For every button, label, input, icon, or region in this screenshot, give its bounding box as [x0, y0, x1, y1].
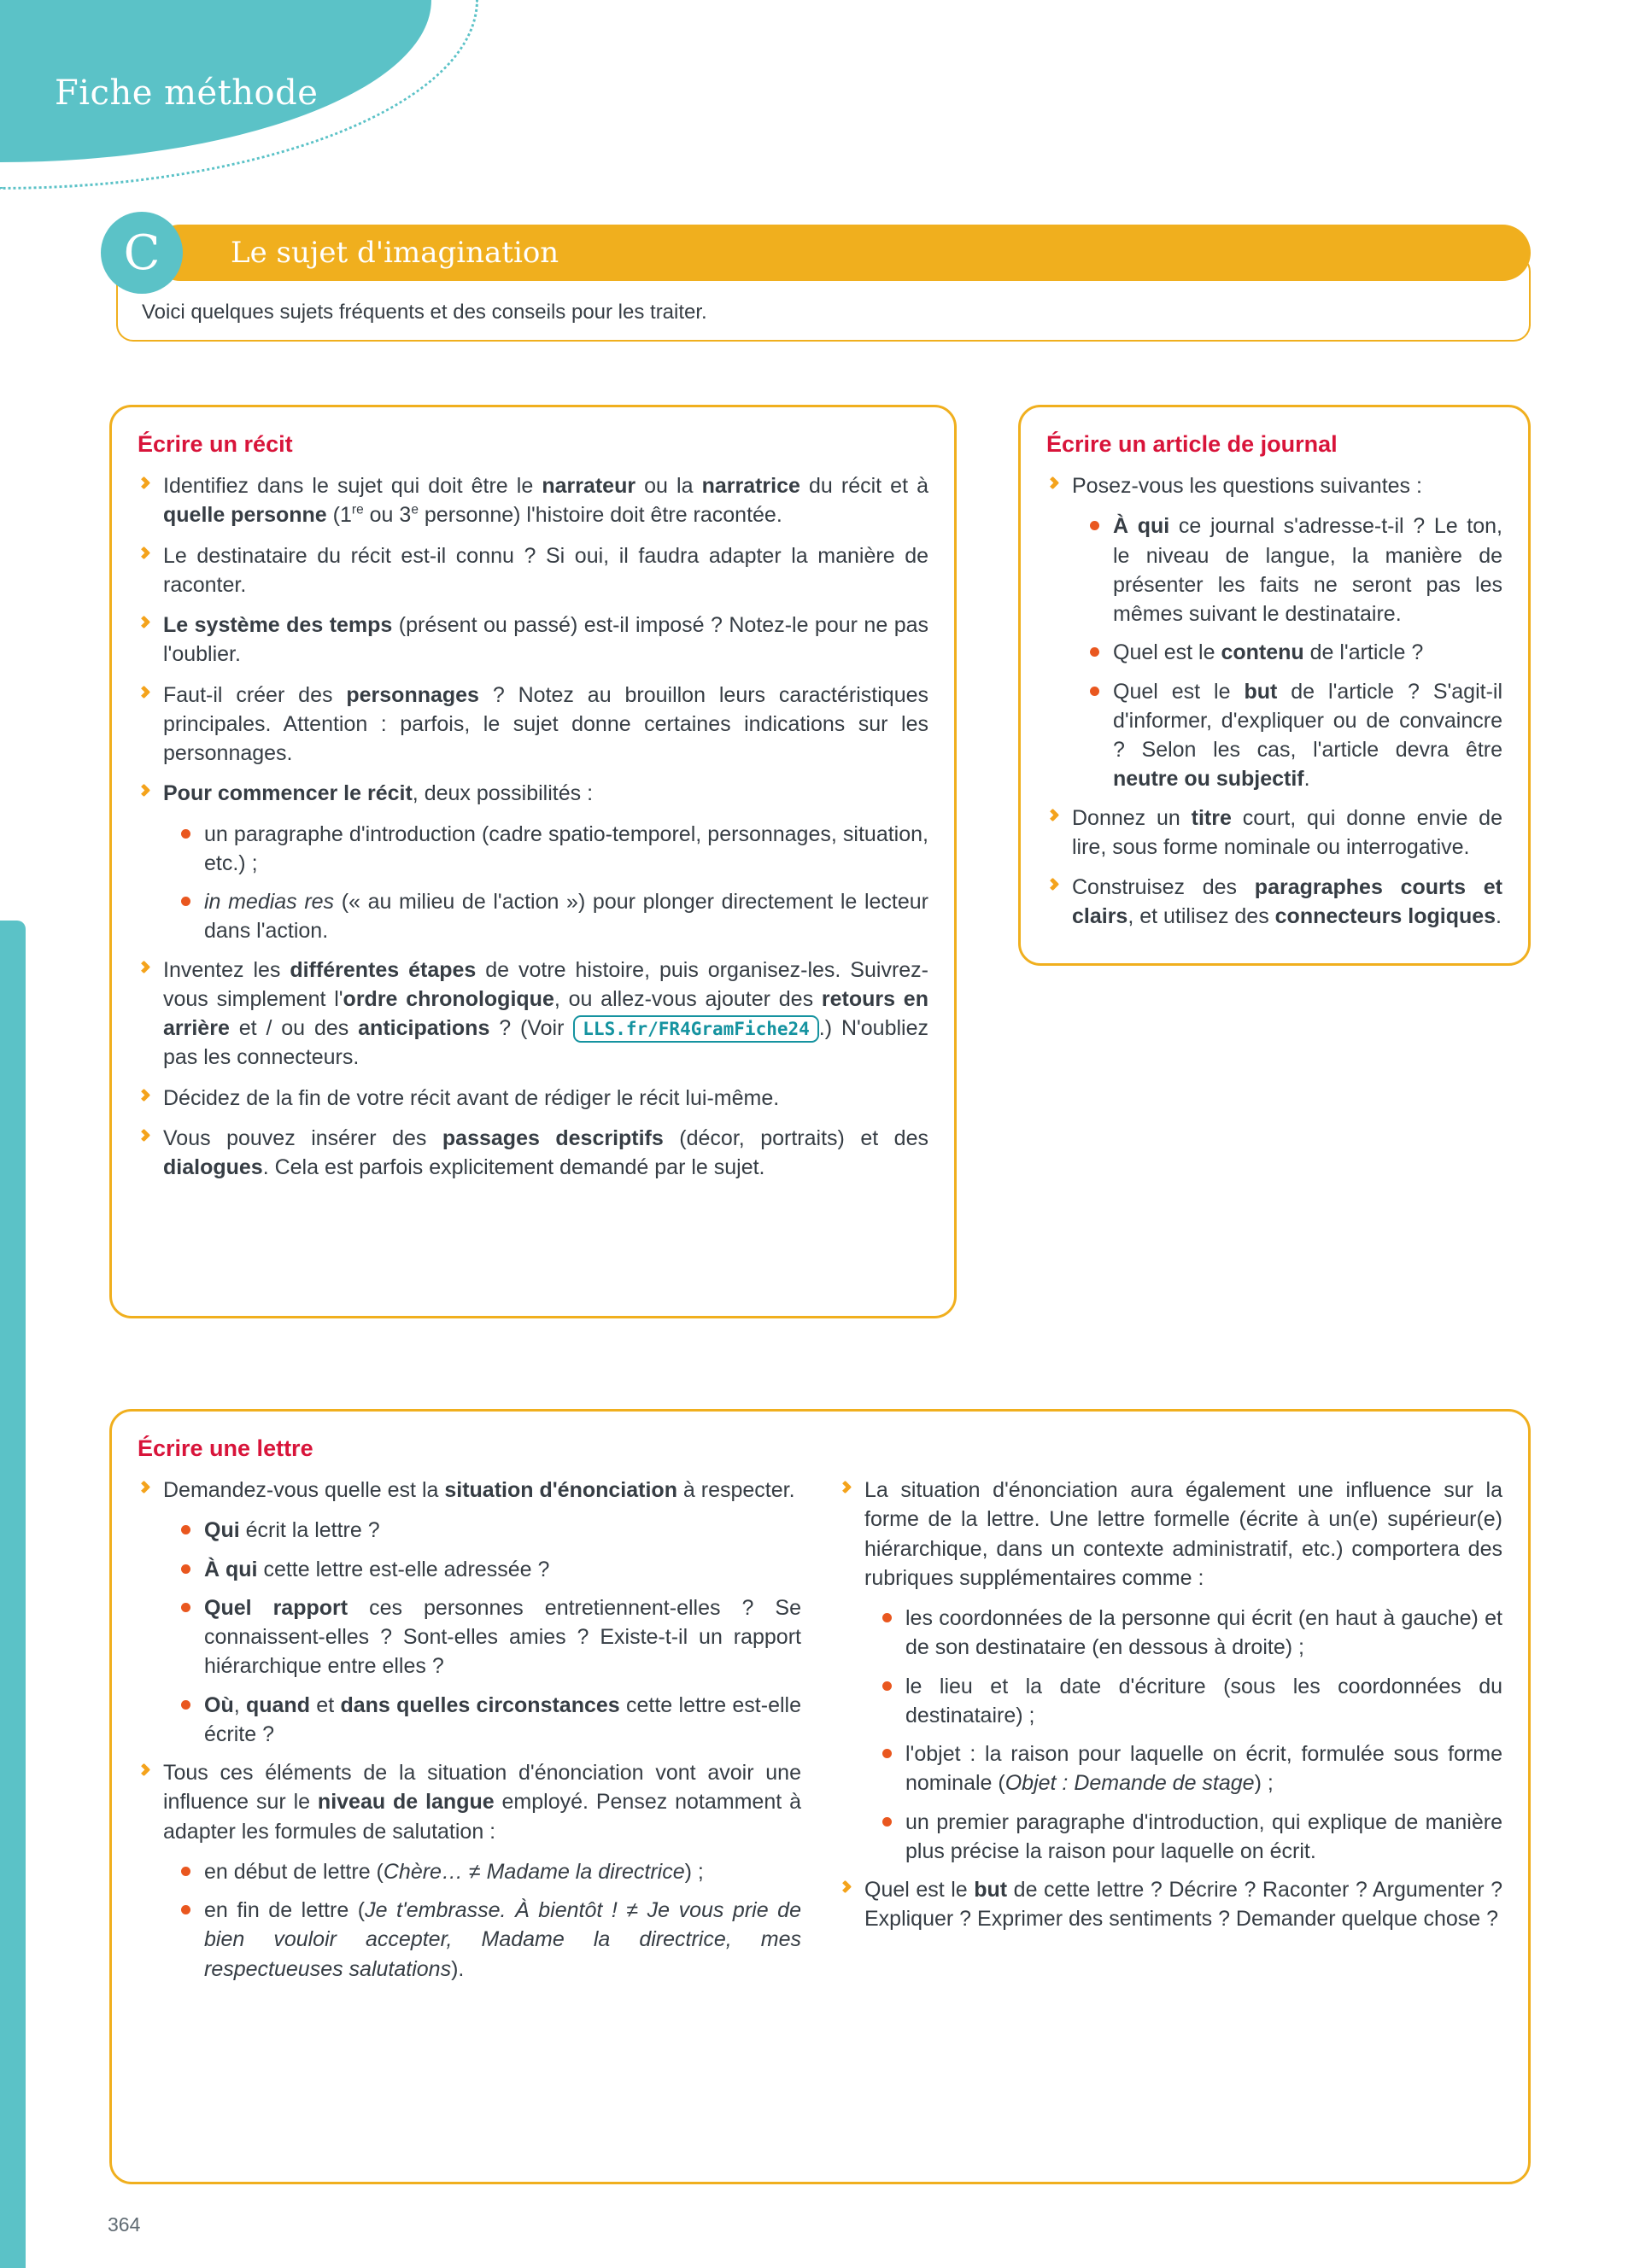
text-segment: à respecter.	[676, 1478, 795, 1502]
bullet-item	[138, 1084, 928, 1113]
sub-bullet-item	[880, 1739, 1502, 1798]
dot-icon	[181, 1700, 190, 1710]
text-segment: un paragraphe d'introduction (cadre spatio-temporel, personnages, situation, etc.) ;	[204, 821, 928, 875]
dot-bullet-icon	[179, 1555, 204, 1578]
section-title-banner	[152, 225, 1531, 281]
bullet-item	[839, 1875, 1502, 1934]
item-text	[864, 1476, 1502, 1593]
item-text	[1113, 677, 1502, 794]
bullet-item	[1046, 804, 1502, 862]
text-segment: , deux possibilités :	[412, 781, 594, 806]
text-segment: ,	[233, 1692, 246, 1717]
text-segment: Décidez de la fin de votre récit avant de rédiger le récit lui-même.	[163, 1085, 780, 1110]
text-segment: de l'article ? S'agit-il d'informer, d'expliquer ou de convaincre ? Selon les cas, l'article devra être	[1113, 679, 1503, 762]
text-segment: dans quelles circonstances	[340, 1692, 620, 1717]
box-title-lettre: Écrire une lettre	[138, 1435, 313, 1461]
dot-bullet-icon	[880, 1808, 905, 1831]
dot-bullet-icon	[179, 1896, 204, 1919]
chevron-bullet-icon	[138, 541, 163, 562]
text-segment: Le système des temps	[163, 613, 393, 637]
chevron-bullet-icon	[138, 779, 163, 799]
text-segment: en fin de lettre (	[204, 1898, 366, 1922]
dot-bullet-icon	[880, 1604, 905, 1627]
dot-bullet-icon	[1087, 677, 1113, 700]
text-segment: Quel est le	[1113, 640, 1221, 665]
item-text	[204, 1593, 801, 1681]
text-segment: anticipations	[358, 1016, 490, 1040]
dot-icon	[882, 1817, 892, 1827]
text-segment: neutre ou subjectif	[1113, 767, 1304, 792]
text-segment: ? (Voir	[489, 1016, 574, 1040]
item-text	[163, 1476, 801, 1505]
box-title-article: Écrire un article de journal	[1046, 431, 1338, 457]
recit-item-list	[138, 471, 928, 1182]
item-text	[163, 611, 928, 669]
dot-icon	[181, 1905, 190, 1914]
item-text	[204, 887, 928, 946]
dot-icon	[181, 1603, 190, 1612]
bullet-item	[138, 681, 928, 769]
chevron-bullet-icon	[138, 611, 163, 631]
text-segment: Faut-il créer des	[163, 682, 347, 707]
section-title: Le sujet d'imagination	[231, 236, 559, 270]
chevron-bullet-icon	[138, 471, 163, 492]
chevron-icon	[138, 1088, 151, 1102]
chevron-icon	[138, 685, 151, 699]
dot-bullet-icon	[179, 820, 204, 843]
sub-bullet-item	[179, 1896, 801, 1984]
text-segment: quelle personne	[163, 503, 327, 528]
item-text	[204, 820, 928, 879]
text-segment: les coordonnées de la personne qui écrit (en haut à gauche) et de son destinataire (en dessous à droite) ;	[905, 1606, 1502, 1660]
chevron-icon	[138, 1128, 151, 1142]
text-segment: À qui	[1113, 514, 1170, 539]
text-segment: e	[411, 502, 419, 517]
item-text	[163, 1124, 928, 1183]
item-text	[204, 1857, 801, 1886]
dot-icon	[181, 1867, 190, 1876]
text-segment: Le destinataire du récit est-il connu ? Si oui, il faudra adapter la manière de raconter.	[163, 543, 928, 597]
text-segment: Madame la directrice	[486, 1859, 685, 1884]
text-segment: Construisez des	[1072, 875, 1255, 899]
text-segment: et / ou des	[229, 1016, 359, 1040]
bullet-item	[1046, 873, 1502, 932]
bullet-item	[1046, 471, 1502, 500]
item-text	[905, 1739, 1502, 1798]
text-segment: .	[1496, 904, 1502, 929]
bullet-item	[138, 471, 928, 530]
text-segment: Je t'embrasse. À bientôt !	[365, 1898, 618, 1922]
text-segment: Inventez les	[163, 957, 290, 982]
bullet-item	[138, 956, 928, 1073]
dot-icon	[882, 1613, 892, 1622]
item-text	[204, 1516, 801, 1545]
dot-bullet-icon	[880, 1739, 905, 1762]
dot-icon	[181, 829, 190, 839]
item-text	[163, 1758, 801, 1846]
text-segment: in medias res	[204, 890, 335, 914]
item-text	[163, 471, 928, 530]
text-segment: connecteurs logiques	[1274, 904, 1496, 929]
dot-bullet-icon	[1087, 511, 1113, 535]
text-segment: et	[309, 1692, 341, 1717]
bullet-item	[138, 779, 928, 808]
text-segment: La situation d'énonciation aura également une influence sur la forme de la lettre. Une lettre formelle (écrite à un(e) supérieur(e) hiérarchique, dans un contexte administratif, etc.) comportera des rubriques supplémentaires comme :	[864, 1478, 1502, 1590]
item-text	[204, 1555, 801, 1584]
bullet-item	[138, 541, 928, 600]
section-header	[101, 212, 1531, 294]
chevron-icon	[839, 1880, 852, 1894]
text-segment: cette lettre est-elle écrite ?	[204, 1692, 801, 1746]
chevron-bullet-icon	[138, 681, 163, 701]
bullet-item	[138, 1124, 928, 1183]
text-segment: , et utilisez des	[1128, 904, 1275, 929]
article-item-list	[1046, 471, 1502, 932]
text-segment: Vous pouvez insérer des	[163, 1125, 442, 1150]
dot-icon	[1090, 647, 1099, 657]
bullet-item	[138, 1476, 801, 1505]
text-segment: .) N'oubliez pas les connecteurs.	[163, 1016, 928, 1070]
dot-icon	[882, 1749, 892, 1758]
text-segment: en début de lettre (	[204, 1859, 384, 1884]
chevron-icon	[138, 546, 151, 559]
chevron-icon	[138, 784, 151, 798]
sub-bullet-item	[179, 1593, 801, 1681]
chevron-icon	[138, 616, 151, 629]
dot-bullet-icon	[1087, 638, 1113, 661]
text-segment: Objet : Demande de stage	[1004, 1771, 1255, 1796]
text-segment: écrit la lettre ?	[239, 1518, 380, 1543]
text-segment: personne) l'histoire doit être racontée.	[418, 503, 782, 528]
item-text	[905, 1604, 1502, 1663]
chevron-icon	[138, 960, 151, 973]
section-letter-badge: C	[101, 212, 183, 294]
text-segment: dialogues	[163, 1155, 263, 1179]
text-segment: l'objet : la raison pour laquelle on écrit, formulée sous forme nominale (	[905, 1742, 1502, 1796]
text-segment: personnages	[346, 682, 479, 707]
text-segment: Donnez un	[1072, 805, 1192, 830]
item-text	[1113, 638, 1502, 667]
sub-bullet-item	[179, 1857, 801, 1886]
item-text	[1072, 873, 1502, 932]
text-segment: (présent ou passé) est-il imposé ? Notez-le pour ne pas l'oublier.	[163, 613, 928, 667]
dot-bullet-icon	[179, 1691, 204, 1714]
dot-icon	[882, 1681, 892, 1691]
dot-icon	[181, 1564, 190, 1574]
chevron-bullet-icon	[138, 956, 163, 976]
text-segment: ces personnes entretiennent-elles ? Se connaissent-elles ? Sont-elles amies ? Existe-t-il un rapport hiérarchique entre elles ?	[204, 1595, 801, 1679]
text-segment: but	[1244, 679, 1278, 704]
lettre-column-left	[138, 1476, 801, 1993]
text-segment: ≠	[617, 1898, 647, 1922]
item-text	[204, 1896, 801, 1984]
text-segment: ou la	[636, 474, 702, 498]
chevron-bullet-icon	[839, 1476, 864, 1496]
text-segment: À qui	[204, 1557, 258, 1581]
text-segment: Tous ces éléments de la situation d'énonciation vont avoir une influence sur le	[163, 1761, 801, 1815]
text-segment: .	[1303, 767, 1310, 792]
dot-bullet-icon	[179, 1593, 204, 1616]
chevron-icon	[1046, 808, 1060, 821]
text-segment: ) ;	[1254, 1771, 1274, 1796]
dot-bullet-icon	[179, 1516, 204, 1539]
grammar-link-pill[interactable]: LLS.fr/FR4GramFiche24	[573, 1015, 819, 1043]
text-segment: situation d'énonciation	[444, 1478, 677, 1502]
sub-bullet-item	[179, 820, 928, 879]
sub-bullet-item	[1087, 638, 1502, 667]
chevron-icon	[138, 1763, 151, 1777]
text-segment: ce journal s'adresse-t-il ? Le ton, le niveau de langue, la manière de présenter les faits ne seront pas les mêmes suivant le destinataire.	[1113, 514, 1502, 626]
text-segment: , ou allez-vous ajouter des	[554, 986, 822, 1011]
box-ecrire-une-lettre	[109, 1409, 1531, 2184]
text-segment: de votre histoire, puis organisez-les. Suivrez-vous simplement l'	[163, 957, 928, 1011]
text-segment: ordre chronologique	[343, 986, 554, 1011]
box-title-recit: Écrire un récit	[138, 431, 293, 457]
chevron-bullet-icon	[138, 1124, 163, 1144]
chevron-bullet-icon	[1046, 804, 1072, 824]
dot-icon	[181, 1525, 190, 1534]
dot-icon	[1090, 521, 1099, 530]
page-header: Fiche méthode	[55, 73, 319, 113]
dot-bullet-icon	[179, 1857, 204, 1880]
text-segment: titre	[1191, 805, 1232, 830]
text-segment: quand	[245, 1692, 310, 1717]
text-segment: Demandez-vous quelle est la	[163, 1478, 445, 1502]
item-text	[204, 1691, 801, 1750]
bullet-item	[138, 1758, 801, 1846]
sub-bullet-item	[880, 1672, 1502, 1731]
item-text	[864, 1875, 1502, 1934]
text-segment: Quel est le	[1113, 679, 1245, 704]
text-segment: passages descriptifs	[442, 1125, 664, 1150]
page-number: 364	[108, 2213, 141, 2236]
text-segment: cette lettre est-elle adressée ?	[257, 1557, 550, 1581]
item-text	[1072, 471, 1502, 500]
text-segment: Chère…	[383, 1859, 463, 1884]
chevron-bullet-icon	[138, 1758, 163, 1779]
sub-bullet-item	[1087, 677, 1502, 794]
lettre-columns	[138, 1476, 1502, 1993]
chevron-icon	[839, 1481, 852, 1494]
text-segment: re	[351, 502, 364, 517]
box-ecrire-un-article	[1018, 405, 1531, 966]
chevron-bullet-icon	[138, 1476, 163, 1496]
chevron-icon	[138, 1481, 151, 1494]
text-segment: Posez-vous les questions suivantes :	[1072, 474, 1422, 498]
text-segment: Quel est le	[864, 1878, 975, 1902]
item-text	[163, 1084, 928, 1113]
item-text	[905, 1672, 1502, 1731]
text-segment: narrateur	[542, 474, 636, 498]
side-accent-bar	[0, 921, 26, 2268]
item-text	[1113, 511, 1502, 628]
sub-bullet-item	[179, 1555, 801, 1584]
text-segment: ) ;	[684, 1859, 704, 1884]
dot-icon	[1090, 687, 1099, 696]
intro-text: Voici quelques sujets fréquents et des conseils pour les traiter.	[142, 301, 707, 324]
text-segment: employé. Pensez notamment à adapter les formules de salutation :	[163, 1790, 801, 1844]
lettre-column-right	[839, 1476, 1502, 1993]
chevron-icon	[1046, 878, 1060, 891]
text-segment: différentes étapes	[290, 957, 477, 982]
text-segment: Identifiez dans le sujet qui doit être le	[163, 474, 542, 498]
chevron-bullet-icon	[1046, 873, 1072, 893]
text-segment: Quel rapport	[204, 1595, 348, 1620]
text-segment: (décor, portraits) et des	[663, 1125, 928, 1150]
text-segment: de l'article ?	[1303, 640, 1424, 665]
text-segment: Qui	[204, 1518, 240, 1543]
text-segment: ? Notez au brouillon leurs caractéristiques principales. Attention : parfois, le sujet donne certaines indications sur les personnages.	[163, 682, 929, 765]
text-segment: Où	[204, 1692, 234, 1717]
text-segment: . Cela est parfois explicitement demandé par le sujet.	[262, 1155, 765, 1179]
sub-bullet-item	[179, 887, 928, 946]
sub-bullet-item	[179, 1516, 801, 1545]
chevron-icon	[138, 476, 151, 490]
text-segment: ou 3	[363, 503, 412, 528]
text-segment: le lieu et la date d'écriture (sous les coordonnées du destinataire) ;	[905, 1674, 1502, 1727]
text-segment: un premier paragraphe d'introduction, qui explique de manière plus précise la raison pour laquelle on écrit.	[905, 1809, 1502, 1863]
sub-bullet-item	[880, 1604, 1502, 1663]
chevron-bullet-icon	[839, 1875, 864, 1896]
text-segment: ≠	[462, 1859, 487, 1884]
bullet-item	[839, 1476, 1502, 1593]
text-segment: Pour commencer le récit	[163, 781, 413, 806]
dot-bullet-icon	[179, 887, 204, 910]
item-text	[163, 779, 928, 808]
item-text	[1072, 804, 1502, 862]
text-segment: contenu	[1221, 640, 1304, 665]
box-ecrire-un-recit	[109, 405, 957, 1318]
item-text	[163, 681, 928, 769]
text-segment: (1	[326, 503, 352, 528]
chevron-bullet-icon	[1046, 471, 1072, 492]
text-segment: (« au milieu de l'action ») pour plonger directement le lecteur dans l'action.	[204, 890, 929, 944]
text-segment: du récit et à	[800, 474, 928, 498]
text-segment: but	[974, 1878, 1008, 1902]
dot-icon	[181, 897, 190, 906]
text-segment: retours en arrière	[163, 986, 928, 1040]
text-segment: paragraphes courts et clairs	[1072, 875, 1502, 929]
chevron-icon	[1046, 476, 1060, 490]
text-segment: de cette lettre ? Décrire ? Raconter ? Argumenter ? Expliquer ? Exprimer des sentiments ? Demander quelque chose ?	[864, 1878, 1502, 1932]
sub-bullet-item	[880, 1808, 1502, 1867]
item-text	[163, 541, 928, 600]
bullet-item	[138, 611, 928, 669]
item-text	[163, 956, 928, 1073]
dot-bullet-icon	[880, 1672, 905, 1695]
text-segment: narratrice	[701, 474, 800, 498]
item-text	[905, 1808, 1502, 1867]
text-segment: court, qui donne envie de lire, sous forme nominale ou interrogative.	[1072, 805, 1502, 859]
text-segment: ).	[451, 1956, 465, 1981]
text-segment: Je vous prie de bien vouloir accepter, Madame la directrice, mes respectueuses salutations	[204, 1898, 801, 1981]
sub-bullet-item	[1087, 511, 1502, 628]
sub-bullet-item	[179, 1691, 801, 1750]
text-segment: niveau de langue	[317, 1790, 495, 1815]
chevron-bullet-icon	[138, 1084, 163, 1104]
